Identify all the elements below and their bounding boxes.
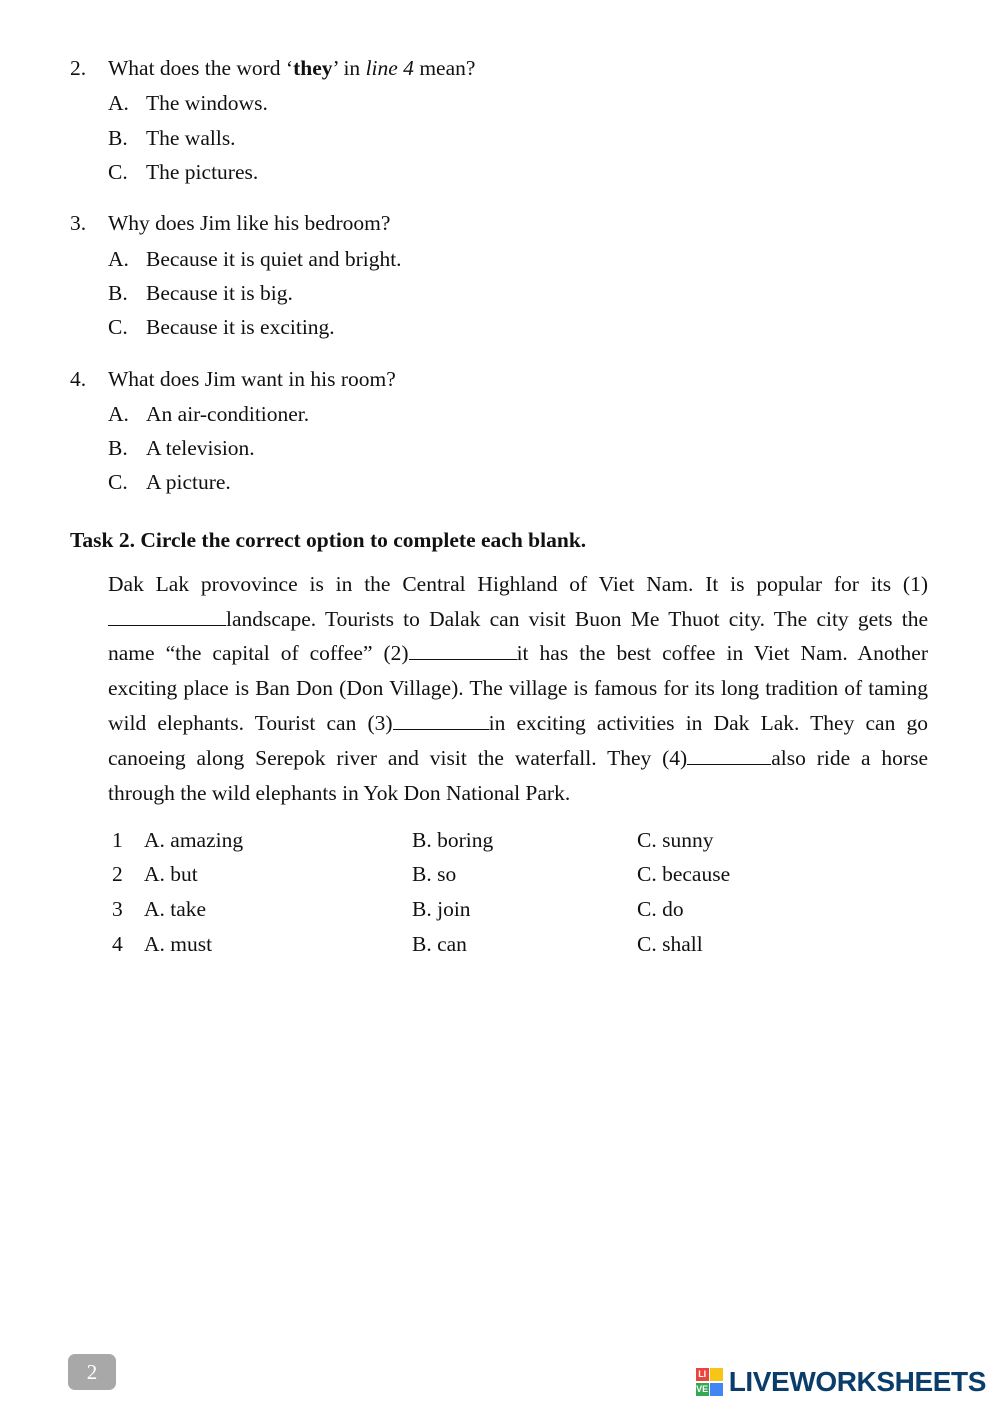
option-text: Because it is quiet and bright.: [146, 246, 402, 271]
option-letter: B.: [108, 125, 128, 150]
option-c[interactable]: C. because: [637, 862, 731, 887]
question-text: What does Jim want in his room?: [108, 366, 396, 391]
option-text: Because it is big.: [146, 280, 293, 305]
blank-1[interactable]: [108, 625, 226, 626]
question-emphasis: they: [293, 56, 333, 80]
option-letter: C.: [108, 470, 128, 495]
passage-part-5: also ride a horse through the wild elephants in Yok Don National Park.: [108, 745, 928, 805]
row-index: 4: [112, 932, 123, 957]
option-letter: C.: [108, 159, 128, 184]
option-a[interactable]: A. but: [144, 862, 198, 887]
answer-option[interactable]: [70, 243, 930, 276]
logo-tile-ve: VE: [696, 1383, 709, 1394]
liveworksheets-logo-icon: [696, 1368, 724, 1396]
task2-passage: [70, 567, 930, 811]
answer-option[interactable]: [70, 87, 930, 120]
answer-option[interactable]: [70, 398, 930, 431]
option-c[interactable]: C. do: [637, 897, 684, 922]
passage-part-4: in exciting activities in Dak Lak. They can go canoeing along Serepok river and visit the waterfall. They (4): [108, 711, 928, 770]
answer-option[interactable]: [70, 311, 930, 344]
option-letter: A.: [108, 246, 129, 271]
option-text: The windows.: [146, 91, 268, 116]
task2-heading: Task 2. Circle the correct option to complete each blank.: [70, 527, 587, 552]
question-block: [70, 363, 930, 500]
option-text: The walls.: [146, 125, 236, 150]
question-middle: ’ in: [332, 56, 366, 80]
logo-tile-blank-1: [710, 1368, 723, 1381]
option-a[interactable]: A. must: [144, 932, 213, 957]
option-c[interactable]: C. shall: [637, 932, 703, 957]
option-letter: C.: [108, 315, 128, 340]
question-prefix: What does the word ‘: [108, 56, 294, 80]
question-number: 3.: [70, 211, 87, 236]
option-text: The pictures.: [146, 159, 259, 184]
row-index: 2: [112, 862, 123, 887]
option-text: An air-conditioner.: [146, 401, 310, 426]
liveworksheets-brand: [696, 1366, 986, 1398]
question-block: [70, 52, 930, 189]
option-letter: A.: [108, 401, 129, 426]
option-c[interactable]: C. sunny: [637, 827, 714, 852]
option-b[interactable]: B. join: [412, 897, 471, 922]
option-a[interactable]: A. amazing: [144, 827, 244, 852]
page-number-badge: 2: [68, 1354, 116, 1390]
option-text: Because it is exciting.: [146, 315, 335, 340]
option-b[interactable]: B. can: [412, 932, 467, 957]
option-b[interactable]: B. so: [412, 862, 457, 887]
question-block: [70, 207, 930, 344]
passage-part-1: Dak Lak provovince is in the Central Highland of Viet Nam. It is popular for its (1): [108, 571, 928, 596]
question-text: Why does Jim like his bedroom?: [108, 211, 391, 236]
option-text: A television.: [146, 436, 255, 461]
task2-options-table: [70, 823, 930, 962]
option-letter: A.: [108, 91, 129, 116]
question-number: 2.: [70, 56, 87, 80]
table-row: [112, 857, 930, 892]
option-letter: B.: [108, 436, 128, 461]
question-suffix: mean?: [413, 56, 476, 80]
answer-option[interactable]: [70, 156, 930, 189]
table-row: [112, 892, 930, 927]
question-line: [70, 52, 930, 85]
logo-tile-li: LI: [696, 1368, 709, 1381]
answer-option[interactable]: [70, 432, 930, 465]
table-row: [112, 927, 930, 962]
question-text: [108, 52, 930, 85]
logo-tile-blank-2: [710, 1383, 723, 1396]
table-row: [112, 823, 930, 858]
passage-part-2: landscape. Tourists to Dalak can visit Buon Me Thuot city. The city gets the name “the capital of coffee” (2): [108, 606, 928, 666]
row-index: 1: [112, 827, 123, 852]
option-a[interactable]: A. take: [144, 897, 207, 922]
blank-2[interactable]: [409, 659, 517, 660]
option-text: A picture.: [146, 470, 231, 495]
option-b[interactable]: B. boring: [412, 827, 494, 852]
answer-option[interactable]: [70, 122, 930, 155]
passage-part-3: it has the best coffee in Viet Nam. Another exciting place is Ban Don (Don Village). The village is famous for its long tradition of taming wild elephants. Tourist can (3): [108, 641, 929, 736]
answer-option[interactable]: [70, 466, 930, 499]
blank-3[interactable]: [393, 729, 489, 730]
row-index: 3: [112, 897, 123, 922]
blank-4[interactable]: [687, 764, 771, 765]
question-number: 4.: [70, 366, 87, 391]
brand-name: LIVEWORKSHEETS: [728, 1366, 986, 1397]
question-line: [70, 363, 930, 396]
answer-option[interactable]: [70, 277, 930, 310]
option-letter: B.: [108, 280, 128, 305]
question-line: [70, 207, 930, 240]
question-line-ref: line 4: [365, 56, 414, 80]
